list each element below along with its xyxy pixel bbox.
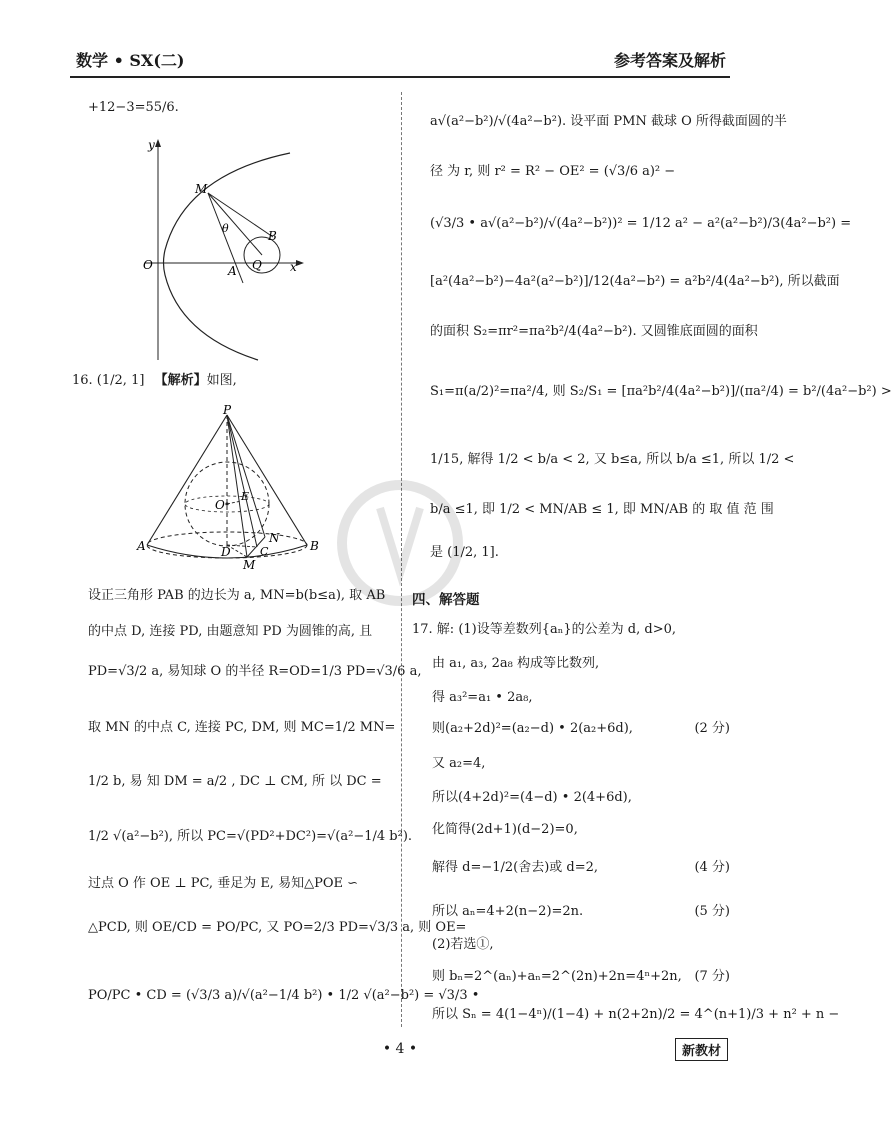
fig2-label-E: E xyxy=(241,490,250,503)
q16-para-9: PO/PC • CD = (√3/3 a)/√(a²−1/4 b²) • 1/2 √(a²−b²) = √3/3 • xyxy=(88,988,480,1003)
fig1-label-A: A xyxy=(228,264,237,278)
q16-para-7: 过点 O 作 OE ⊥ PC, 垂足为 E, 易知△POE ∽ xyxy=(88,876,358,891)
q17-line-11: 则 bₙ=2^(aₙ)+aₙ=2^(2n)+2n=4ⁿ+2n, xyxy=(432,969,682,984)
q16-cont-9: 是 (1/2, 1]. xyxy=(430,545,499,560)
line-fragment-55-6: +12−3=55/6. xyxy=(88,100,179,115)
q17-line-4: 则(a₂+2d)²=(a₂−d) • 2(a₂+6d), xyxy=(432,721,633,736)
q17-line-12: 所以 Sₙ = 4(1−4ⁿ)/(1−4) + n(2+2n)/2 = 4^(n+1)/3 + n² + n − xyxy=(432,1007,840,1022)
q16-tag: 【解析】 xyxy=(154,373,207,388)
q17-line-5: 又 a₂=4, xyxy=(432,756,486,771)
fig1-label-y: y xyxy=(148,138,155,152)
q16-para-6: 1/2 √(a²−b²), 所以 PC=√(PD²+DC²)=√(a²−1/4 b²). xyxy=(88,829,413,844)
fig2-label-B: B xyxy=(310,539,319,553)
fig2-label-C: C xyxy=(260,545,269,558)
fig1-label-M: M xyxy=(195,182,208,196)
q17-score-7: (7 分) xyxy=(694,969,730,984)
q17-line-9: 所以 aₙ=4+2(n−2)=2n. xyxy=(432,904,584,919)
cone-figure xyxy=(135,405,325,570)
q16-heading xyxy=(72,369,237,388)
q17-line-10: (2)若选①, xyxy=(432,937,494,952)
q17-line-8: 解得 d=−1/2(舍去)或 d=2, xyxy=(432,860,599,875)
header-rule xyxy=(70,76,730,78)
fig1-label-O: O xyxy=(143,258,153,272)
q16-answer: 16. (1/2, 1] xyxy=(72,373,145,388)
page-number: • 4 • xyxy=(382,1041,418,1057)
parabola-figure xyxy=(140,135,320,365)
q16-para-1: 设正三角形 PAB 的边长为 a, MN=b(b≤a), 取 AB xyxy=(88,588,386,603)
q16-para-2: 的中点 D, 连接 PD, 由题意知 PD 为圆锥的高, 且 xyxy=(88,624,373,639)
q16-cont-4: [a²(4a²−b²)−4a²(a²−b²)]/12(4a²−b²) = a²b²/4(4a²−b²), 所以截面 xyxy=(430,274,840,289)
section-title: 四、解答题 xyxy=(412,592,480,608)
fig2-label-A: A xyxy=(137,539,146,553)
fig2-label-N: N xyxy=(269,531,280,545)
q17-line-1: 17. 解: (1)设等差数列{aₙ}的公差为 d, d>0, xyxy=(412,622,676,637)
fig2-label-P: P xyxy=(223,403,232,417)
fig1-label-theta: θ xyxy=(222,222,229,235)
header-title: 参考答案及解析 xyxy=(613,51,726,70)
q17-line-3: 得 a₃²=a₁ • 2a₈, xyxy=(432,690,533,705)
q16-para-8: △PCD, 则 OE/CD = PO/PC, 又 PO=2/3 PD=√3/3 a, 则 OE= xyxy=(88,920,467,935)
fig2-label-D: D xyxy=(221,545,231,559)
fig1-label-x: x xyxy=(290,260,297,274)
q17-line-6: 所以(4+2d)²=(4−d) • 2(4+6d), xyxy=(432,790,632,805)
fig2-label-M: M xyxy=(243,558,256,572)
q16-para-4: 取 MN 的中点 C, 连接 PC, DM, 则 MC=1/2 MN= xyxy=(88,720,396,735)
new-textbook-badge: 新教材 xyxy=(675,1038,728,1061)
fig1-label-B: B xyxy=(268,229,277,243)
q17-score-2: (2 分) xyxy=(694,721,730,736)
q16-cont-1: a√(a²−b²)/√(4a²−b²). 设平面 PMN 截球 O 所得截面圆的半 xyxy=(430,114,787,129)
fig2-label-O: O xyxy=(215,498,225,512)
q17-score-5: (5 分) xyxy=(694,904,730,919)
q17-score-4: (4 分) xyxy=(694,860,730,875)
q16-cont-7: 1/15, 解得 1/2 < b/a < 2, 又 b≤a, 所以 b/a ≤1, 所以 1/2 < xyxy=(430,452,795,467)
q16-para-5: 1/2 b, 易 知 DM = a/2 , DC ⊥ CM, 所 以 DC = xyxy=(88,774,382,789)
header-subject: 数学 • SX(二) xyxy=(76,51,185,70)
q17-line-2: 由 a₁, a₃, 2a₈ 构成等比数列, xyxy=(432,656,600,671)
q16-text: 如图, xyxy=(206,373,237,388)
q16-cont-2: 径 为 r, 则 r² = R² − OE² = (√3/6 a)² − xyxy=(430,164,676,179)
q16-cont-5: 的面积 S₂=πr²=πa²b²/4(4a²−b²). 又圆锥底面圆的面积 xyxy=(430,324,758,339)
q16-para-3: PD=√3/2 a, 易知球 O 的半径 R=OD=1/3 PD=√3/6 a, xyxy=(88,664,422,679)
q17-line-7: 化简得(2d+1)(d−2)=0, xyxy=(432,822,578,837)
fig1-label-Q: Q xyxy=(252,258,262,272)
q16-cont-3: (√3/3 • a√(a²−b²)/√(4a²−b²))² = 1/12 a² − a²(a²−b²)/3(4a²−b²) = xyxy=(430,216,852,231)
watermark-emblem xyxy=(335,478,465,608)
q16-cont-6: S₁=π(a/2)²=πa²/4, 则 S₂/S₁ = [πa²b²/4(4a²−b²)]/(πa²/4) = b²/(4a²−b²) > xyxy=(430,384,892,399)
q16-cont-8: b/a ≤1, 即 1/2 < MN/AB ≤ 1, 即 MN/AB 的 取 值 范 围 xyxy=(430,502,774,517)
